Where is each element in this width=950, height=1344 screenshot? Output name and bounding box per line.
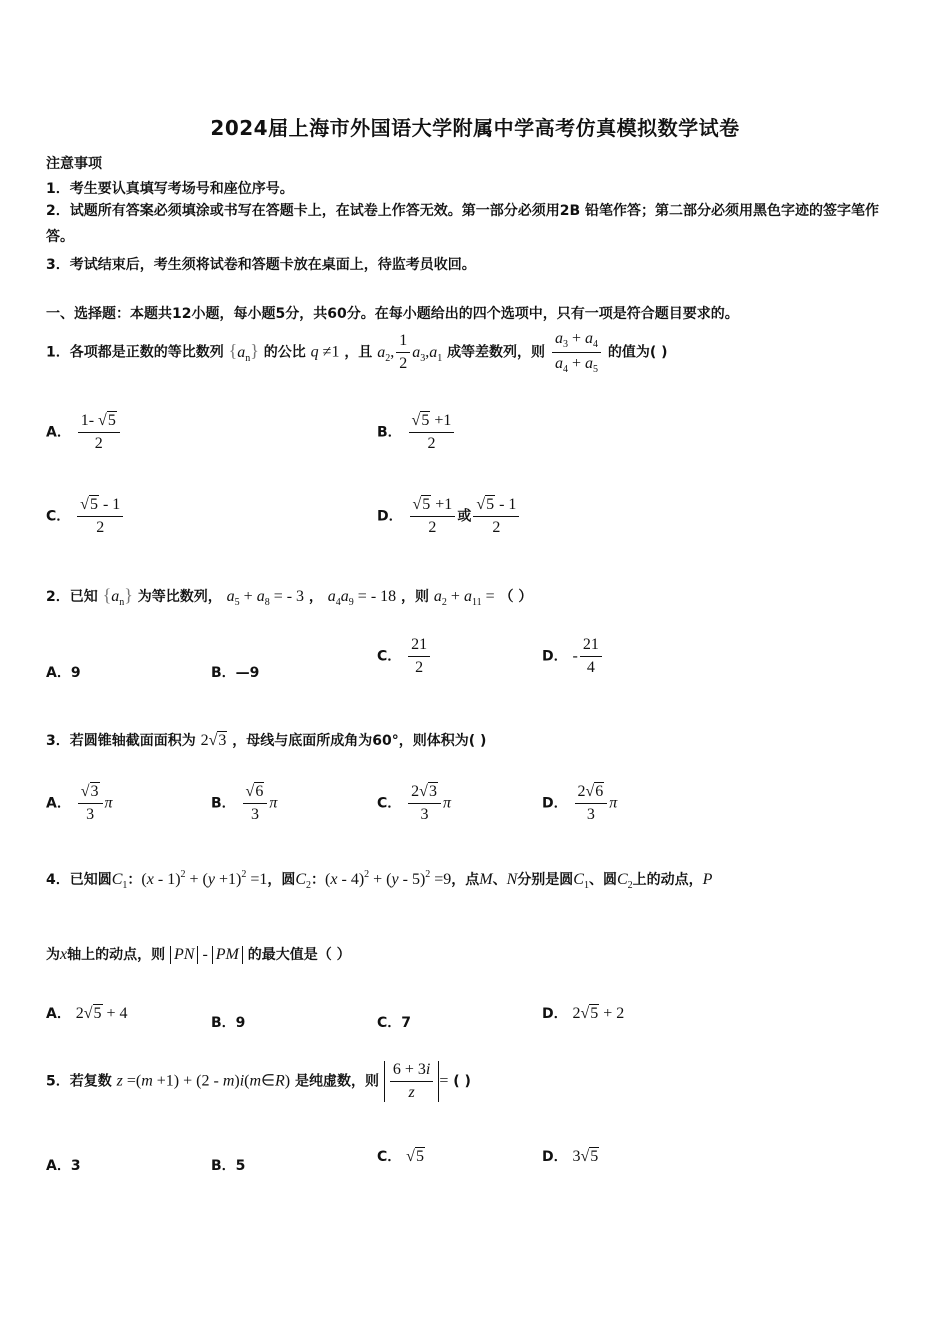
q4-option-c[interactable]: C．7 — [377, 1015, 412, 1031]
page-title: 2024届上海市外国语大学附属中学高考仿真模拟数学试卷 — [210, 116, 740, 140]
question-5: 5．若复数 z =(m +1) + (2 - m)i(m∈R) 是纯虚数，则 $\frac{6 + 3i}{z}$ = ( ) — [46, 1061, 471, 1101]
q5-option-c[interactable]: C． √5 — [377, 1148, 424, 1165]
notice-item-1: 1．考生要认真填写考场号和座位序号。 — [46, 181, 294, 197]
math-q-ne-1: q — [310, 343, 319, 361]
notice-item-2: 2．试题所有答案必须填涂或书写在答题卡上，在试卷上作答无效。第一部分必须用2B 铅笔作答；第二部分必须用黑色字迹的签字笔作答。 — [46, 203, 880, 245]
q3-option-a[interactable]: A． $\frac{√3}{3}$ π — [46, 783, 113, 823]
q1-text-5: 的值为( ) — [607, 344, 668, 361]
q1-option-b[interactable]: B． $\frac{√5 +1}{2}$ — [377, 412, 456, 453]
q2-text-3: ， — [308, 589, 323, 605]
q5-text-2: 是纯虚数，则 — [294, 1073, 379, 1090]
q1-option-c[interactable]: C． $\frac{√5 - 1}{2}$ — [46, 496, 125, 537]
q5-text-1: 5．若复数 — [46, 1073, 112, 1090]
q5-option-a[interactable]: A．3 — [46, 1158, 81, 1174]
q4-option-a[interactable]: A． 2√5 + 4 — [46, 1005, 128, 1022]
q4-option-d[interactable]: D． 2√5 + 2 — [542, 1005, 625, 1022]
q3-option-b[interactable]: B． $\frac{√6}{3}$ π — [211, 783, 278, 823]
q2-text-1: 2．已知 — [46, 589, 98, 605]
notice-heading: 注意事项 — [46, 156, 102, 172]
q2-option-d[interactable]: D． - $\frac{21}{4}$ — [542, 636, 604, 677]
q3-option-d[interactable]: D． $\frac{2√6}{3}$ π — [542, 783, 618, 823]
q1-text-3: ，且 — [344, 344, 373, 361]
q2-option-a[interactable]: A．9 — [46, 665, 81, 681]
q2-text-2: 为等比数列， — [137, 589, 222, 605]
q4-text-1: 4．已知圆 — [46, 872, 112, 888]
sequence-brace: { — [228, 340, 238, 361]
math-a2: $a_2$ — [377, 343, 391, 364]
fraction-1-2: $\frac{1}{2}$ — [396, 332, 410, 373]
math-an: $a_n$ — [237, 343, 251, 364]
question-1: 1．各项都是正数的等比数列 $\{a_n\}$ 的公比 q ≠1 ，且 $a_2$, $\frac{1}{2}$ $a_3,a_1$ 成等差数列，则 $\frac{a_3 + a_4}{a_4 + a_5}$ 的值为( ) — [46, 330, 668, 375]
q2-option-c[interactable]: C． $\frac{21}{2}$ — [377, 636, 432, 677]
question-4: 4．已知圆$C_1$：$(x - 1)^2 + (y +1)^2 =1$，圆$C_2$：(x - 4)$^2$ + (y - 5)$^2$ =9，点M、N分别是圆$C_1$、圆$C_2$上的动点，P — [46, 869, 713, 891]
question-4-continued: 为x轴上的动点，则 PN - PM 的最大值是（ ） — [46, 946, 351, 963]
q2-option-b[interactable]: B．—9 — [211, 665, 260, 681]
q1-or: 或 — [457, 508, 472, 525]
q1-text-2: 的公比 — [263, 344, 306, 361]
q3-option-c[interactable]: C． $\frac{2√3}{3}$ π — [377, 783, 451, 823]
q1-text-1: 1．各项都是正数的等比数列 — [46, 344, 224, 361]
q1-text-4: 成等差数列，则 — [447, 344, 546, 361]
q2-text-5: （ ） — [499, 589, 533, 605]
q2-text-4: ，则 — [401, 589, 430, 605]
q3-text-1: 3．若圆锥轴截面面积为 — [46, 733, 196, 749]
question-2: 2．已知 $\{a_n\}$ 为等比数列， $a_5 + a_8$ = - 3 ， $a_4a_9$ = - 18 ，则 $a_2 + a_{11}$ = （ ） — [46, 585, 533, 608]
q3-text-2: ，母线与底面所成角为60°，则体积为( ) — [232, 733, 487, 749]
q4-option-b[interactable]: B．9 — [211, 1015, 246, 1031]
q5-option-d[interactable]: D． 3√5 — [542, 1148, 599, 1165]
question-3: 3．若圆锥轴截面面积为 2√3 ，母线与底面所成角为60°，则体积为( ) — [46, 732, 487, 749]
section-heading: 一、选择题：本题共12小题，每小题5分，共60分。在每小题给出的四个选项中，只有一项是符合题目要求的。 — [46, 306, 739, 322]
notice-item-3: 3．考试结束后，考生须将试卷和答题卡放在桌面上，待监考员收回。 — [46, 257, 476, 273]
q5-text-3: ( ) — [453, 1073, 471, 1090]
q5-option-b[interactable]: B．5 — [211, 1158, 246, 1174]
q1-option-d[interactable]: D． $\frac{√5 +1}{2}$ 或 $\frac{√5 - 1}{2}$ — [377, 496, 521, 537]
q1-option-a[interactable]: A． $\frac{1- √5}{2}$ — [46, 412, 122, 453]
fraction-ratio: $\frac{a_3 + a_4}{a_4 + a_5}$ — [552, 330, 601, 375]
